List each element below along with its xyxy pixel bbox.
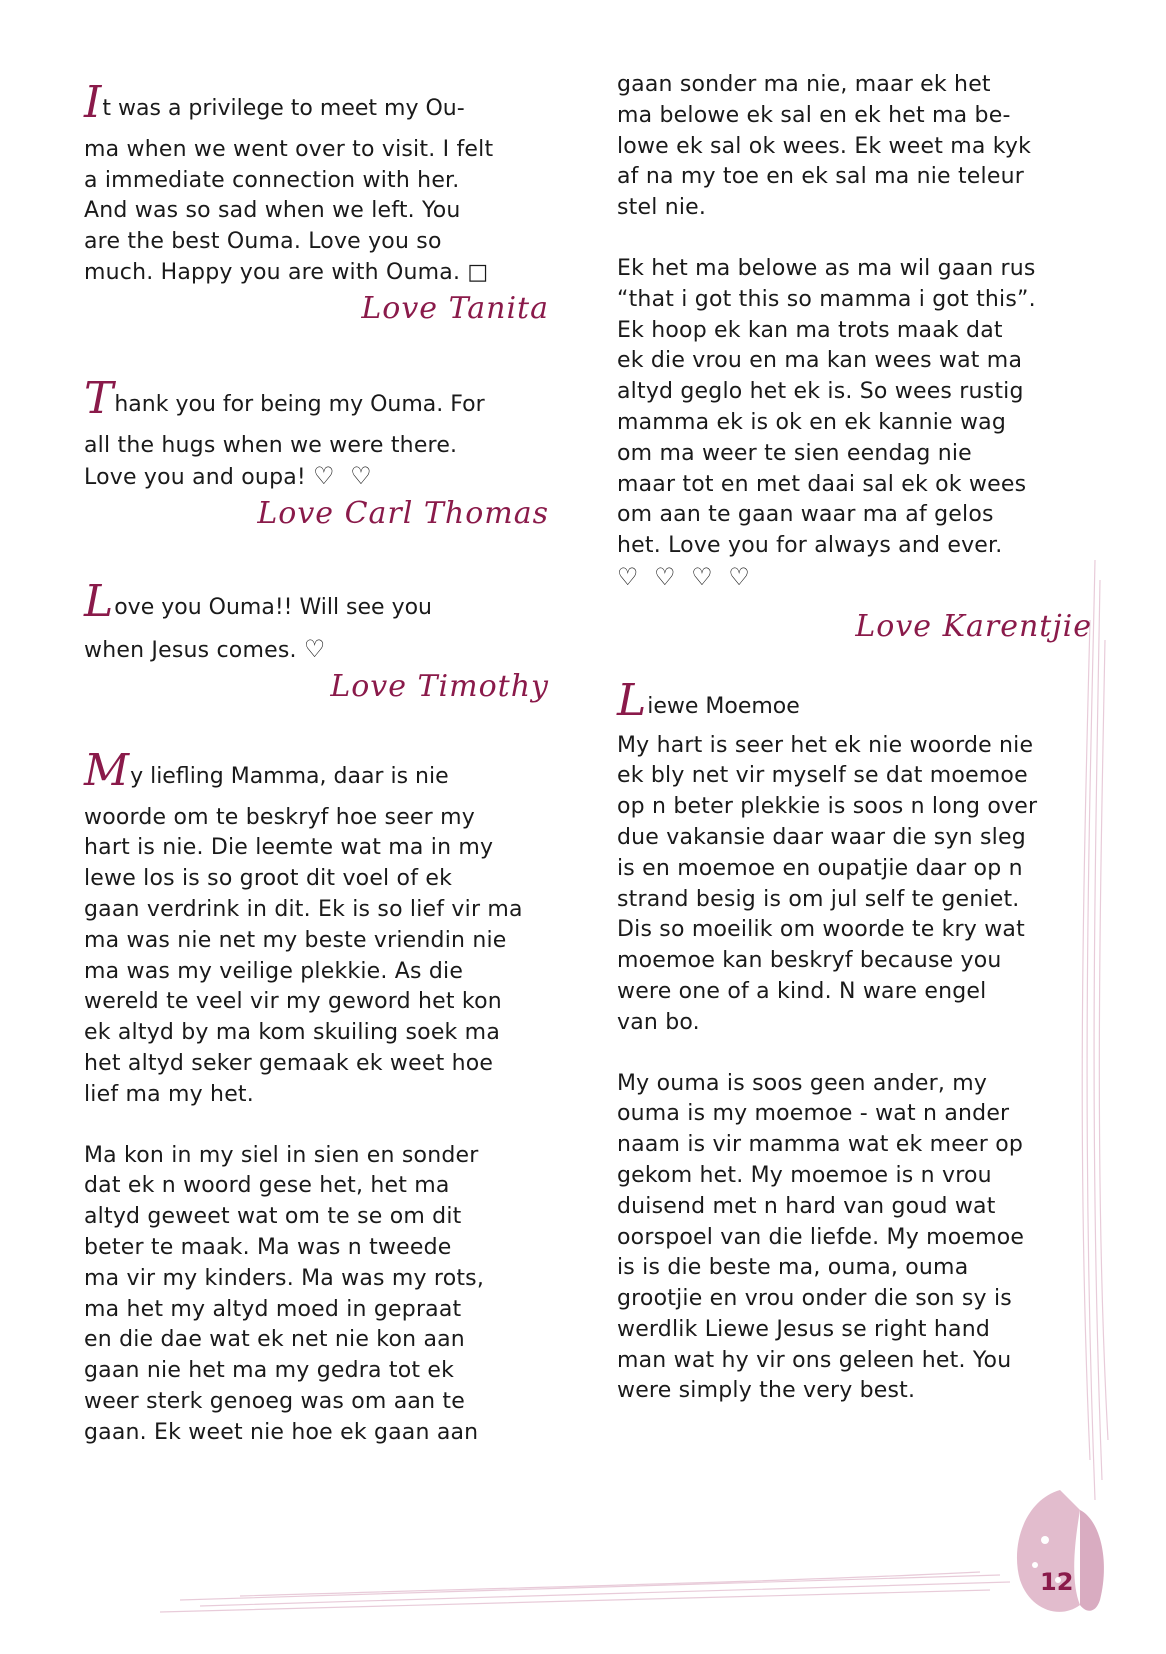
- tribute-timothy: [84, 576, 549, 704]
- body-text: all the hugs when we were there. Love you and oupa!: [84, 432, 458, 491]
- tribute-karentjie: [617, 70, 1092, 644]
- first-line-text: t was a privilege to meet my Ou-: [102, 96, 465, 121]
- tribute-first-line: [617, 674, 1082, 726]
- drop-cap: L: [84, 576, 114, 628]
- heart-icons: [617, 562, 1082, 595]
- heart-icon: ♡: [303, 634, 330, 663]
- left-column: [84, 70, 549, 1449]
- signature: Love Timothy: [330, 668, 549, 704]
- body-text: when Jesus comes.: [84, 637, 297, 663]
- tribute-body-continued: Ek het ma belowe as ma wil gaan rus “that i got this so mamma i got this”. Ek hoop ek kan ma trots maak dat ek die vrou en ma kan wees wat ma altyd geglo het ek is. So wees rustig mamma ek is ok en ek kannie wag om ma weer te sien eendag nie maar tot en met daai sal ek ok wees om aan te gaan waar ma af gelos het. Love you for always and ever.: [617, 255, 1036, 559]
- first-line-text: y liefling Mamma, daar is nie: [130, 763, 449, 789]
- tribute-body: [84, 634, 549, 667]
- drop-cap: T: [84, 372, 114, 424]
- drop-cap: L: [617, 674, 647, 726]
- hearts-text: ♡ ♡ ♡ ♡: [617, 562, 754, 591]
- tribute-first-line: [84, 576, 549, 628]
- signature: Love Carl Thomas: [257, 496, 549, 532]
- drop-cap: M: [84, 744, 130, 796]
- tribute-tanita: [84, 77, 549, 326]
- tribute-body: ma when we went over to visit. I felt a immediate connection with her. And was so sad when we left. You are the best Ouma. Love you so much. Happy you are with Ouma. □: [84, 136, 494, 285]
- page-number: 12: [1040, 1568, 1074, 1596]
- tribute-body-continued: Ma kon in my siel in sien en sonder dat ek n woord gese het, het ma altyd geweet wat om te se om dit beter te maak. Ma was n tweede ma vir my kinders. Ma was my rots, ma het my altyd moed in gepraat en die dae wat ek net nie kon aan gaan nie het ma my gedra tot ek weer sterk genoeg was om aan te gaan. Ek weet nie hoe ek gaan aan: [84, 1142, 485, 1445]
- heart-icons: ♡ ♡: [313, 462, 376, 491]
- tribute-body: My hart is seer het ek nie woorde nie ek bly net vir myself se dat moemoe op n beter plekkie is soos n long over due vakansie daar waar die syn sleg is en moemoe en oupatjie daar op n strand besig is om jul self te geniet. Dis so moeilik om woorde te kry wat moemoe kan beskryf because you were one of a kind. N ware engel van bo.: [617, 732, 1038, 1035]
- drop-cap: I: [84, 77, 102, 128]
- signature: Love Tanita: [361, 290, 549, 326]
- right-column: [617, 70, 1092, 1407]
- signature: Love Karentjie: [855, 608, 1092, 644]
- tribute-mamma: [84, 744, 549, 1449]
- tribute-body: [84, 431, 549, 495]
- tribute-body: woorde om te beskryf hoe seer my hart is nie. Die leemte wat ma in my lewe los is so groot dit voel of ek gaan verdrink in dit. Ek is so lief vir ma ma was nie net my beste vriendin nie ma was my veilige plekkie. As die wereld te veel vir my geword het kon ek altyd by ma kom skuiling soek ma het altyd seker gemaak ek weet hoe lief ma my het.: [84, 804, 523, 1107]
- tribute-first-line: [84, 372, 549, 424]
- first-line-text: ove you Ouma!! Will see you: [114, 595, 432, 621]
- tribute-carl-thomas: [84, 372, 549, 532]
- first-line-text: hank you for being my Ouma. For: [114, 391, 485, 417]
- tribute-first-line: [84, 744, 549, 796]
- tribute-first-line: [84, 77, 549, 128]
- tribute-body-continued: My ouma is soos geen ander, my ouma is my moemoe - wat n ander naam is vir mamma wat ek meer op gekom het. My moemoe is n vrou duisend met n hard van goud wat oorspoel van die liefde. My moemoe is is die beste ma, ouma, ouma grootjie en vrou onder die son sy is werdlik Liewe Jesus se right hand man wat hy vir ons geleen het. You were simply the very best.: [617, 1070, 1025, 1404]
- tribute-moemoe: [617, 674, 1082, 1408]
- first-line-text: iewe Moemoe: [647, 693, 800, 719]
- tribute-body: gaan sonder ma nie, maar ek het ma belowe ek sal en ek het ma be- lowe ek sal ok wees. Ek weet ma kyk af na my toe en ek sal ma nie teleur stel nie.: [617, 72, 1032, 221]
